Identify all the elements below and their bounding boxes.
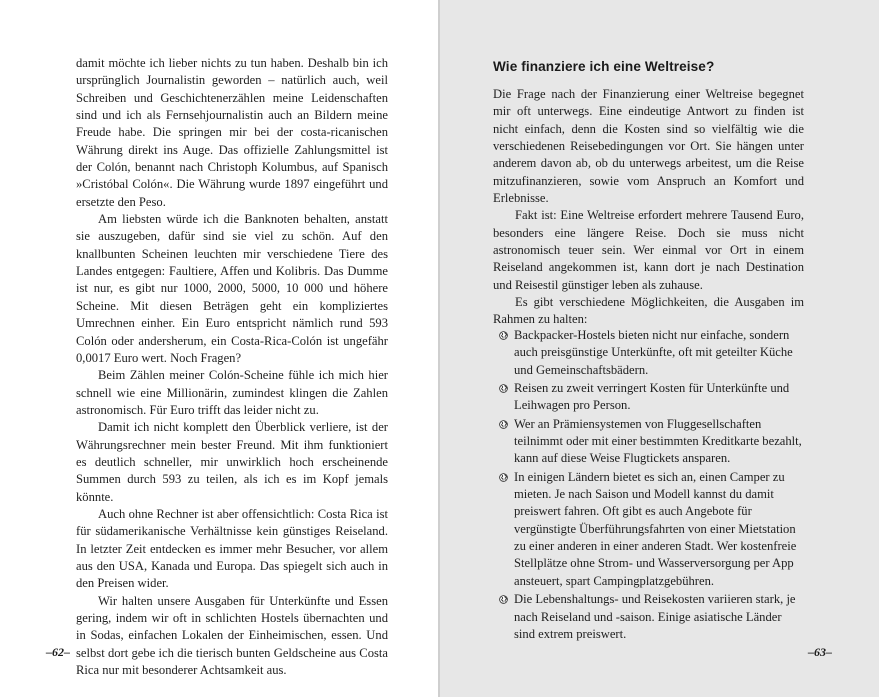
paragraph: Damit ich nicht komplett den Überblick verliere, ist der Währungsrechner mein bester Freund. Mit ihm funktioniert es deutlich schneller, mir unwirklich hoch erscheinende Summen durch 593 zu teilen, als ich es im Kopf jemals könnte. xyxy=(76,420,388,504)
list-item xyxy=(499,416,804,468)
globe-icon xyxy=(499,473,508,482)
list-item-text: Backpacker-Hostels bieten nicht nur einfache, sondern auch preisgünstige Unterkünfte, oft mit geteilter Küche und Gemeinschaftsbädern. xyxy=(514,328,793,377)
page-number-right: –63– xyxy=(808,645,832,659)
paragraph: Es gibt verschiedene Möglichkeiten, die Ausgaben im Rahmen zu halten: xyxy=(493,295,804,327)
section-heading: Wie finanziere ich eine Weltreise? xyxy=(493,59,715,74)
globe-icon xyxy=(499,331,508,340)
globe-icon xyxy=(499,595,508,604)
paragraph: Auch ohne Rechner ist aber offensichtlich: Costa Rica ist für südamerikanische Verhältnisse kein günstiges Reiseland. In letzter Zeit entdecken es immer mehr Besucher, vor allem aus den USA, Kanada und Europa. Das spiegelt sich auch in den Preisen wider. xyxy=(76,506,388,591)
paragraph: Beim Zählen meiner Colón-Scheine fühle ich mich hier schnell wie eine Millionärin, zumindest klingen die Zahlen astronomisch. Für Euro trifft das leider nicht zu. xyxy=(76,368,388,417)
list-item-text: In einigen Ländern bietet es sich an, einen Camper zu mieten. Je nach Saison und Modell kannst du damit preiswert fahren. Oft gibt es auch Angebote für vergünstigte Überführungsfahrten von einer Mietstation zu einer anderen in einer anderen Stadt. Wer kostenfreie Stellplätze ohne Strom- und Wasserversorgung per App ansteuert, spart Campingplatzgebühren. xyxy=(514,469,797,588)
list-item xyxy=(499,380,804,415)
paragraph: Wir halten unsere Ausgaben für Unterkünfte und Essen gering, indem wir oft in schlichten Hostels übernachten und in Sodas, einfachen Lokalen der Einheimischen, essen. Und selbst dort gebe ich die tierisch bunten Geldscheine aus Costa Rica nur mit besonderer Achtsamkeit aus. xyxy=(76,593,388,678)
paragraph: damit möchte ich lieber nichts zu tun haben. Deshalb bin ich ursprünglich Journalistin geworden – natürlich auch, weil Schreiben und Geschichtenerzählen meine Leidenschaften sind und ich als Fernsehjournalistin auch an Bildern meine Freude habe. Die springen mir bei der costa-ricanischen Währung direkt ins Auge. Das offizielle Zahlungsmittel ist der Colón, benannt nach Christoph Kolumbus, auf Spanisch »Cristóbal Colón«. Die Währung wurde 1897 eingeführt und ersetzte den Peso. xyxy=(76,56,388,209)
paragraph: Die Frage nach der Finanzierung einer Weltreise begegnet mir oft unterwegs. Eine eindeutige Antwort zu finden ist nicht einfach, denn die Kosten sind so vielfältig wie die verschiedenen Reisebedingungen vor Ort. Sie hängen unter anderem davon ab, ob du unterwegs arbeitest, um die Reise mitzufinanzieren, sowie vom Anspruch an Komfort und Erlebnisse. xyxy=(493,87,804,206)
list-item-text: Reisen zu zweit verringert Kosten für Unterkünfte und Leihwagen pro Person. xyxy=(514,381,790,413)
paragraph: Am liebsten würde ich die Banknoten behalten, anstatt sie auszugeben, dafür sind sie viel zu schön. Auf den knallbunten Scheinen leuchten mir verschiedene Tiere des Landes entgegen: Faultiere, Affen und Kolibris. Das Dumme ist nur, es gibt nur 1000, 2000, 5000, 10 000 und höhere Scheine. Mit diesen Beträgen geht ein kompliziertes Umrechnen einher. Ein Euro entspricht nämlich rund 593 Colón oder andersherum, ein Costa-Rica-Colón ist ungefähr 0,0017 Euro wert. Noch Fragen? xyxy=(76,212,388,365)
list-item-text: Wer an Prämiensystemen von Fluggesellschaften teilnimmt oder mit einer bestimmten Kreditkarte bezahlt, kann auf diese Weise Flugtickets ansparen. xyxy=(514,416,802,466)
list-item xyxy=(499,327,804,379)
right-page-body xyxy=(493,86,804,329)
globe-icon xyxy=(499,420,508,429)
list-item-text: Die Lebenshaltungs- und Reisekosten variieren stark, je nach Reiseland und -saison. Einige asiatische Länder sind extrem preiswert. xyxy=(514,592,796,641)
left-page-body xyxy=(76,55,388,679)
list-item xyxy=(499,591,804,643)
paragraph: Fakt ist: Eine Weltreise erfordert mehrere Tausend Euro, besonders eine längere Reise. Doch sie muss nicht astronomisch teuer sein. Wer einmal vor Ort in einem Reiseland angekommen ist, kann dort je nach Destination und Reisestil günstiger leben als zuhause. xyxy=(493,208,804,292)
page-number-left: –62– xyxy=(46,645,70,659)
list-item xyxy=(499,469,804,590)
tips-list xyxy=(499,327,804,644)
globe-icon xyxy=(499,384,508,393)
